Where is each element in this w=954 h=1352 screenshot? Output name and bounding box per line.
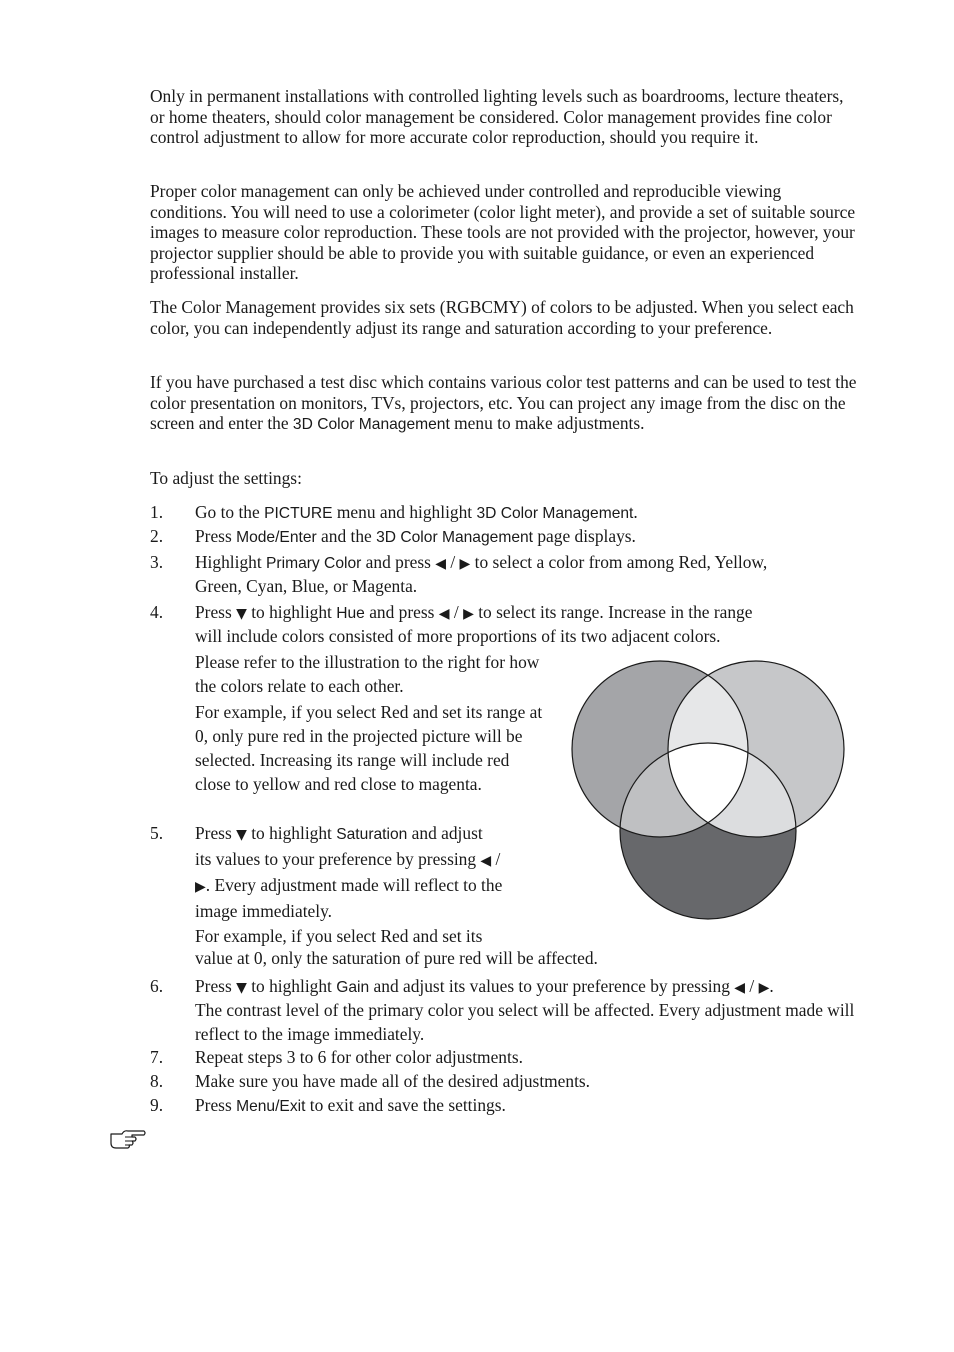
left-arrow-icon: ◀	[438, 606, 450, 622]
paragraph-adjust-settings: To adjust the settings:	[150, 468, 302, 488]
paragraph-test-disc: If you have purchased a test disc which contains various color test patterns and can be used to test the color presentation on monitors, TVs, projectors, etc. You can project any image from the disc on the screen and enter the 3D Color Management menu to make adjustments.	[150, 372, 857, 433]
step-4-note-illustration: Please refer to the illustration to the right for how the colors relate to each other.	[195, 652, 540, 696]
right-arrow-icon: ▶	[195, 879, 206, 895]
document-page: Only in permanent installations with controlled lighting levels such as boardrooms, lecture theaters, or home theaters, should color management be considered. Color management provides fine color control adjustment to allow for more accurate color reproduction, should you require it. Proper color management can only be achieved under controlled and reproducible viewing conditions. You will need to use a colorimeter (color light meter), and provide a set of suitable source images to measure color reproduction. These tools are not provided with the projector, however, your projector supplier should be able to provide you with suitable guidance, or even an experienced professional installer. The Color Management provides six sets (RGBCMY) of colors to be adjusted. When you select each color, you can independently adjust its range and saturation according to your preference. If you have purchased a test disc which contains various color test patterns and can be used to test the color presentation on monitors, TVs, projectors, etc. You can project any image from the disc on the screen and enter the 3D Color Management menu to make adjustments. To adjust the settings: 1. Go to the PICTURE menu and highlight 3D Color Management. 2. Press Mode/Enter and the 3D Color Management page displays. 3. Highlight Primary Color and press ◀ / ▶ to select a color from among Red, Yellow, Green, Cyan, Blue, or Magenta. 4. Press ▼ to highlight Hue and press ◀ / ▶ to select its range. Increase in the range will include colors consisted of more proportions of its two adjacent colors. Please refer to the illustration to the right for how the colors relate to each other. For example, if you select Red and set its range at 0, only pure red in the projected picture will be selected. Increasing its range will include red close to yellow and red close to magenta. 5. Press ▼ to highlight Saturation and adjust its values to your preference by pressing ◀ / ▶. Every adjustment made will reflect to the image immediately. For example, if you select Red and set its value at 0, only the saturation of pure red will be affected. 6. Press ▼ to highlight Gain and adjust its values to your preference by pressing ◀ / ▶. The contrast level of the primary color you select will be affected. Every adjustment made will reflect to the image immediately. 7. Repeat steps 3 to 6 for other color adjustments. 8. Make sure you have made all of the desired adjustments. 9. Press Menu/Exit to exit and save the settings.	[0, 0, 954, 1352]
pointing-hand-note-icon	[108, 1128, 148, 1150]
paragraph-intro: Only in permanent installations with controlled lighting levels such as boardrooms, lecture theaters, or home theaters, should color management be considered. Color management provides fine color control adjustment to allow for more accurate color reproduction, should you require it.	[150, 86, 844, 147]
paragraph-conditions: Proper color management can only be achieved under controlled and reproducible viewing conditions. You will need to use a colorimeter (color light meter), and provide a set of suitable source images to measure color reproduction. These tools are not provided with the projector, however, your projector supplier should be able to provide you with suitable guidance, or even an experienced professional installer.	[150, 181, 856, 283]
left-arrow-icon: ◀	[435, 556, 447, 572]
down-arrow-icon: ▼	[236, 606, 247, 622]
color-relationship-diagram	[568, 656, 848, 924]
left-arrow-icon: ◀	[734, 980, 746, 996]
right-arrow-icon: ▶	[758, 980, 770, 996]
paragraph-rgbcmy: The Color Management provides six sets (RGBCMY) of colors to be adjusted. When you select each color, you can independently adjust its range and saturation according to your preference.	[150, 297, 854, 338]
right-arrow-icon: ▶	[459, 556, 471, 572]
down-arrow-icon: ▼	[236, 980, 247, 996]
step-4-note-example: For example, if you select Red and set its range at 0, only pure red in the projected picture will be selected. Increasing its range will include red close to yellow and red close to magenta.	[195, 702, 543, 794]
left-arrow-icon: ◀	[480, 853, 492, 869]
step-5-note: For example, if you select Red and set its value at 0, only the saturation of pure red will be affected.	[195, 926, 598, 968]
right-arrow-icon: ▶	[463, 606, 474, 622]
down-arrow-icon: ▼	[236, 827, 247, 843]
